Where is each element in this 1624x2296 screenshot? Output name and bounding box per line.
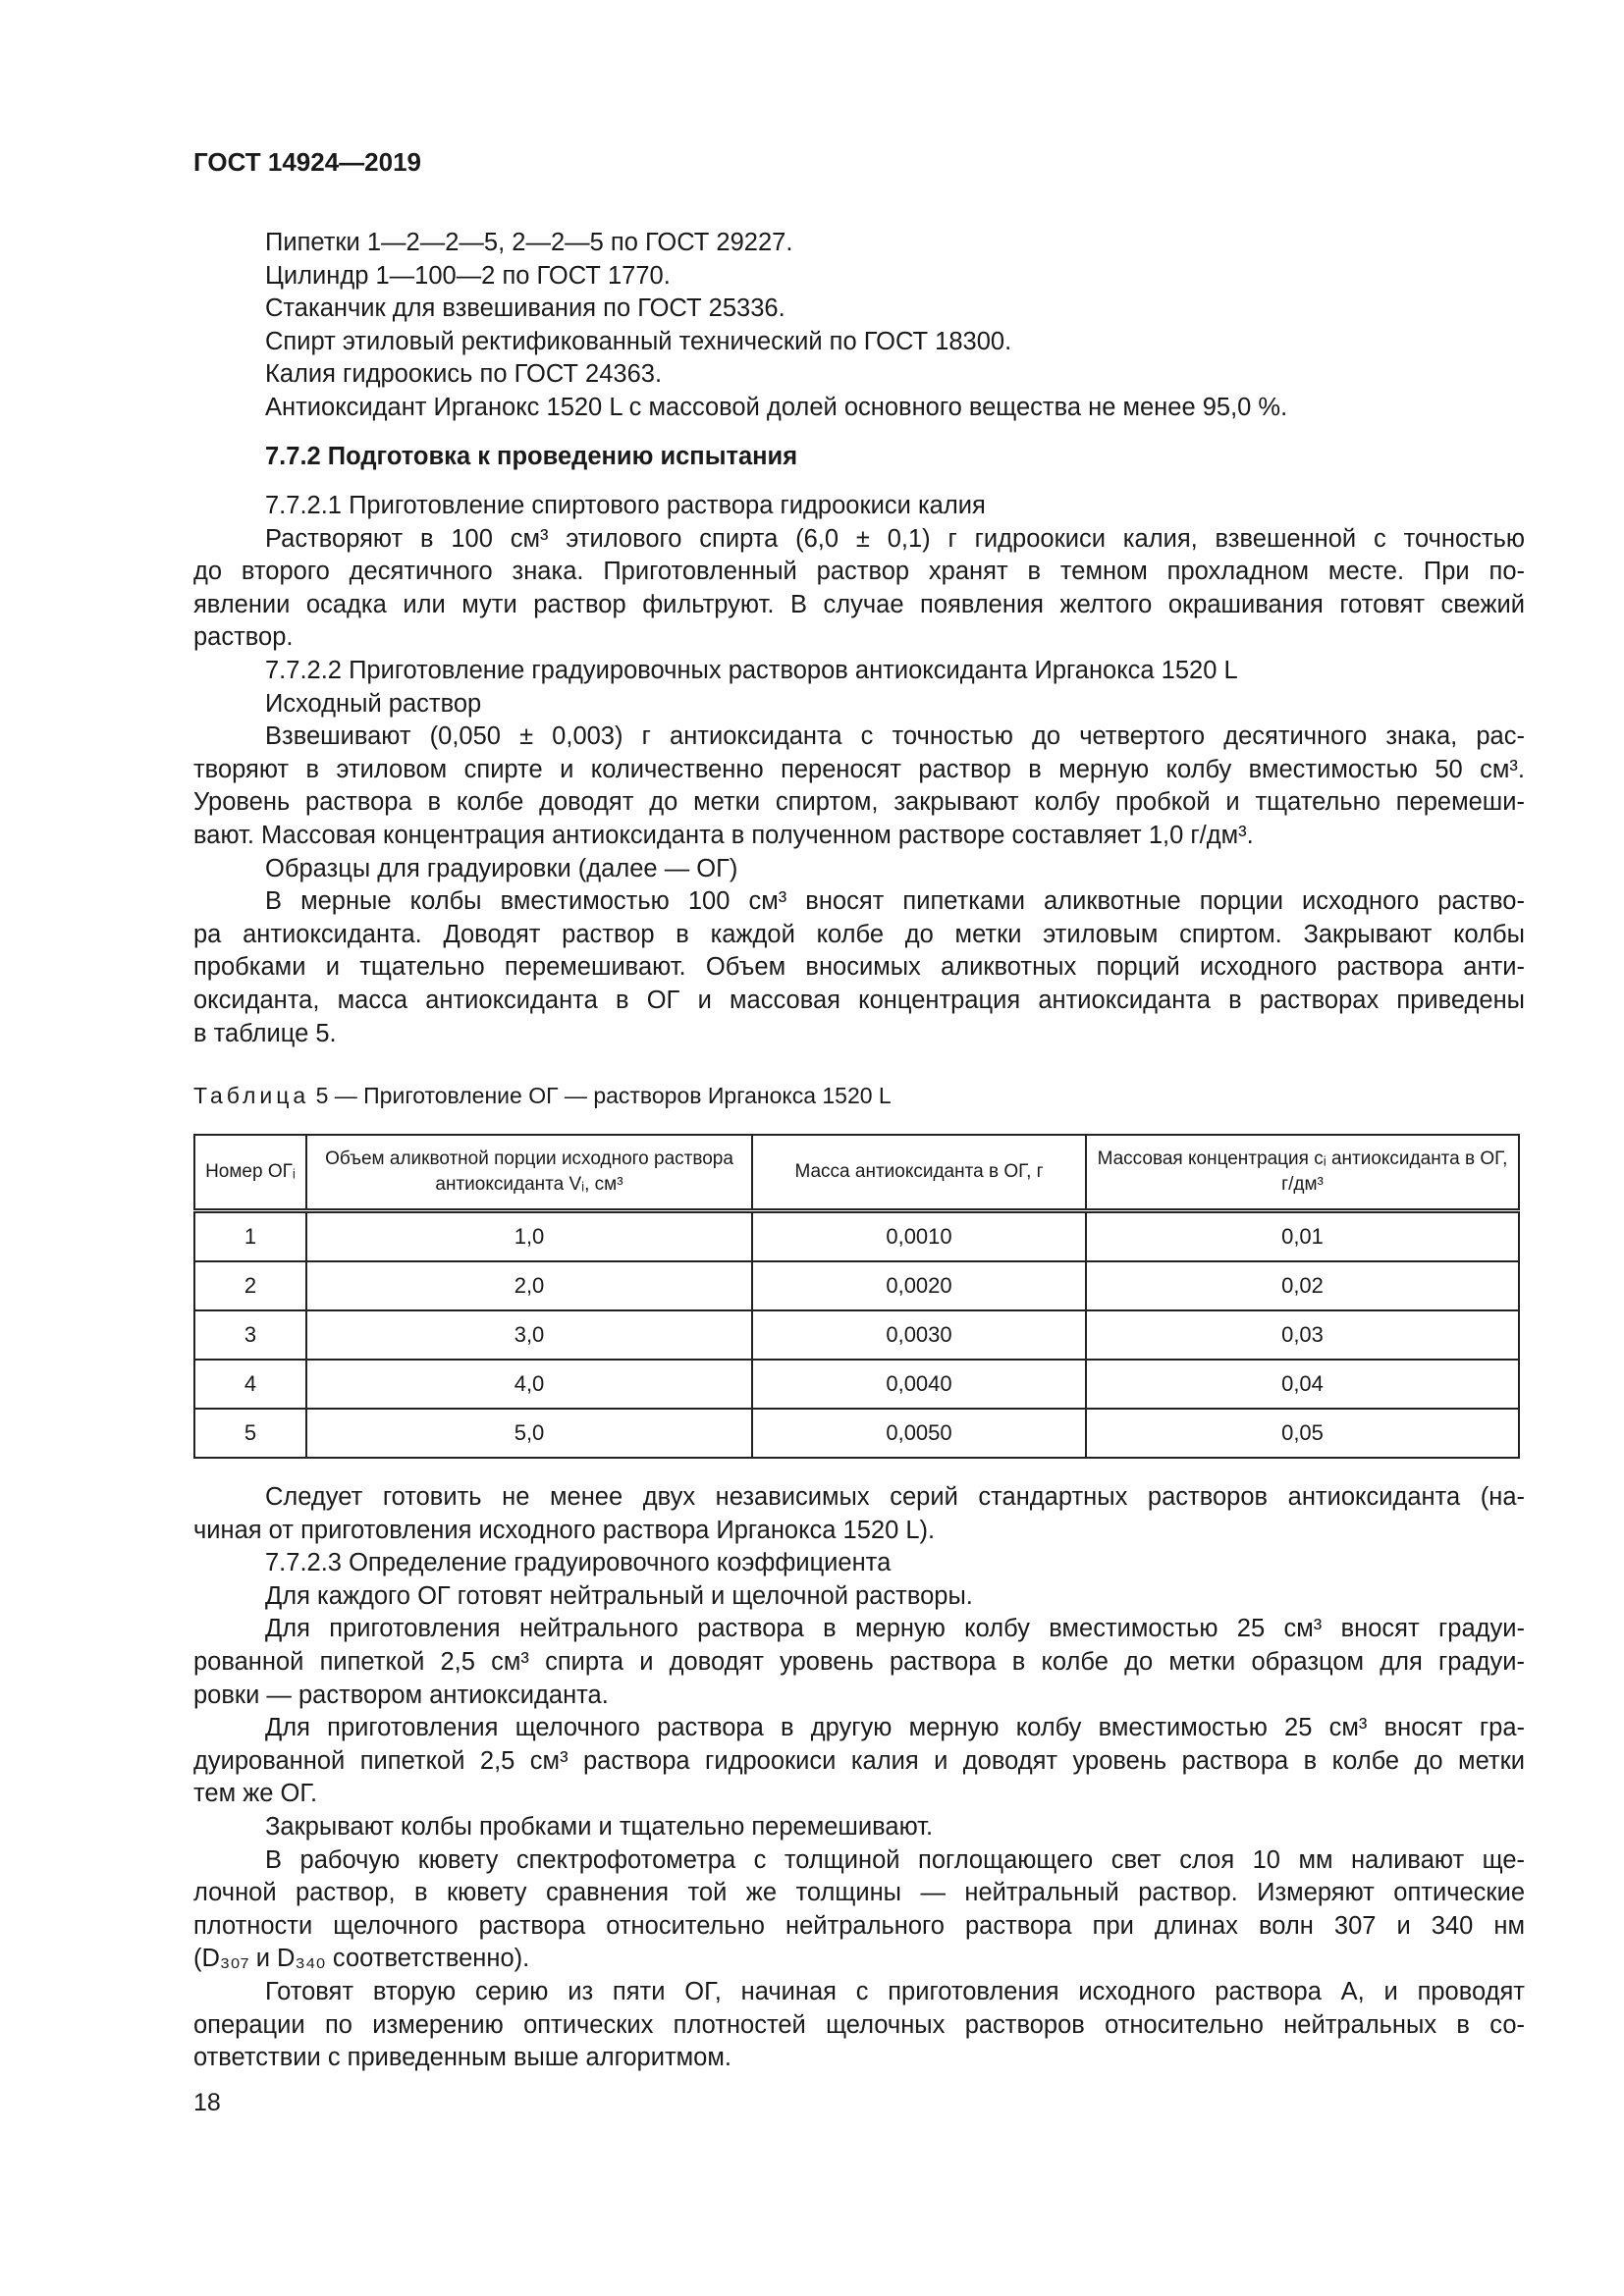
text-before-table [193, 490, 1525, 1050]
paragraph-line: Закрывают колбы пробками и тщательно перемешивают. [265, 1812, 934, 1841]
paragraph-line: Для приготовления нейтрального раствора в мерную колбу вместимостью 25 см³ вносят градуи- [265, 1615, 1525, 1643]
paragraph-line: творяют в этиловом спирте и количественно переносят раствор в мерную колбу вместимостью 50 см³. [193, 755, 1525, 783]
paragraph [193, 1580, 1525, 1614]
paragraph [193, 1976, 1525, 2075]
paragraph-line: 7.7.2.2 Приготовление градуировочных растворов антиоксиданта Ирганокса 1520 L [265, 656, 1238, 684]
table-cell: 1,0 [306, 1211, 752, 1262]
paragraph-line: плотности щелочного раствора относительно нейтрального раствора при длинах волн 307 и 340 нм [193, 1911, 1525, 1940]
list-item: Цилиндр 1—100—2 по ГОСТ 1770. [265, 261, 671, 290]
paragraph-line: Для приготовления щелочного раствора в другую мерную колбу вместимостью 25 см³ вносят гра- [265, 1714, 1525, 1742]
table-header-row [194, 1135, 1519, 1211]
table-row [194, 1360, 1519, 1409]
table-cell: 2 [194, 1261, 306, 1310]
paragraph [193, 688, 1525, 721]
section-heading: 7.7.2 Подготовка к проведению испытания [265, 443, 798, 470]
paragraph [193, 523, 1525, 655]
paragraph-line: чиная от приготовления исходного раствора Ирганокса 1520 L). [193, 1516, 936, 1544]
paragraph [193, 853, 1525, 886]
paragraph [193, 1613, 1525, 1712]
page-number: 18 [193, 2089, 221, 2116]
paragraph-line: пробками и тщательно перемешивают. Объем вносимых аликвотных порций исходного раствора анти- [193, 953, 1525, 982]
table-cell: 4 [194, 1360, 306, 1409]
list-item: Стаканчик для взвешивания по ГОСТ 25336. [265, 294, 785, 323]
table-cell: 0,04 [1086, 1360, 1519, 1409]
table-cell: 5 [194, 1409, 306, 1458]
table-row [194, 1409, 1519, 1458]
table-cell: 0,0040 [752, 1360, 1086, 1409]
list-item: Спирт этиловый ректификованный технический по ГОСТ 18300. [265, 327, 1012, 355]
paragraph-line: тем же ОГ. [193, 1780, 318, 1808]
table-caption-word: Таблица [193, 1083, 310, 1108]
paragraph [193, 655, 1525, 688]
section-heading-block [193, 441, 1525, 474]
table-cell: 5,0 [306, 1409, 752, 1458]
table-cell: 0,02 [1086, 1261, 1519, 1310]
col-header-number: Номер ОГᵢ [194, 1135, 306, 1211]
col-header-concentration: Массовая концентрация cᵢ антиоксиданта в ОГ, г/дм³ [1086, 1135, 1519, 1211]
table-cell: 0,05 [1086, 1409, 1519, 1458]
paragraph-line: 7.7.2.3 Определение градуировочного коэффициента [265, 1549, 892, 1577]
list-item: Антиоксидант Ирганокс 1520 L с массовой долей основного вещества не менее 95,0 %. [265, 393, 1288, 421]
paragraph-line: Готовят вторую серию из пяти ОГ, начиная с приготовления исходного раствора А, и проводят [265, 1977, 1525, 2005]
paragraph [193, 1844, 1525, 1976]
table-cell: 0,01 [1086, 1211, 1519, 1262]
paragraph-line: явлении осадка или мути раствор фильтруют. В случае появления желтого окрашивания готовят свежий [193, 590, 1525, 618]
paragraph-line: ответствии с приведенным выше алгоритмом. [193, 2044, 731, 2072]
table-cell: 0,03 [1086, 1310, 1519, 1360]
paragraph-line: Взвешивают (0,050 ± 0,003) г антиоксиданта с точностью до четвертого десятичного знака, рас- [265, 722, 1525, 751]
materials-list [193, 227, 1525, 425]
table-cell: 4,0 [306, 1360, 752, 1409]
paragraph-line: Для каждого ОГ готовят нейтральный и щелочной растворы. [265, 1581, 973, 1610]
paragraph-line: операции по измерению оптических плотностей щелочных растворов относительно нейтральных в со- [193, 2010, 1525, 2039]
col-header-volume: Объем аликвотной порции исходного раствора антиоксиданта Vᵢ, см³ [306, 1135, 752, 1211]
paragraph [193, 885, 1525, 1050]
table-row [194, 1310, 1519, 1360]
paragraph-line: в таблице 5. [193, 1019, 337, 1047]
table-5 [193, 1134, 1520, 1459]
table-cell: 3 [194, 1310, 306, 1360]
table-row [194, 1211, 1519, 1262]
table-cell: 0,0050 [752, 1409, 1086, 1458]
paragraph-line: рованной пипеткой 2,5 см³ спирта и доводят уровень раствора в колбе до метки образцом для градуи- [193, 1647, 1525, 1676]
table-row [194, 1261, 1519, 1310]
document-id-header: ГОСТ 14924—2019 [193, 147, 421, 177]
table-cell: 2,0 [306, 1261, 752, 1310]
table-cell: 0,0020 [752, 1261, 1086, 1310]
paragraph-line: (D₃₀₇ и D₃₄₀ соответственно). [193, 1945, 530, 1973]
paragraph [193, 1481, 1525, 1547]
col-header-mass: Масса антиоксиданта в ОГ, г [752, 1135, 1086, 1211]
paragraph-line: Образцы для градуировки (далее — ОГ) [265, 854, 738, 882]
list-item: Калия гидроокись по ГОСТ 24363. [265, 360, 663, 389]
paragraph-line: Следует готовить не менее двух независимых серий стандартных растворов антиоксиданта (на- [265, 1483, 1525, 1511]
paragraph-line: оксиданта, масса антиоксиданта в ОГ и массовая концентрация антиоксиданта в растворах приведены [193, 986, 1525, 1014]
paragraph-line: ра антиоксиданта. Доводят раствор в каждой колбе до метки этиловым спиртом. Закрывают колбы [193, 920, 1525, 948]
paragraph [193, 490, 1525, 523]
paragraph-line: В мерные колбы вместимостью 100 см³ вносят пипетками аликвотные порции исходного раство- [265, 887, 1525, 916]
paragraph-line: вают. Массовая концентрация антиоксиданта в полученном растворе составляет 1,0 г/дм³. [193, 821, 1254, 849]
paragraph-line: В рабочую кювету спектрофотометра с толщиной поглощающего свет слоя 10 мм наливают ще- [265, 1845, 1525, 1874]
paragraph [193, 1547, 1525, 1580]
paragraph-line: до второго десятичного знака. Приготовленный раствор хранят в темном прохладном месте. При по- [193, 558, 1525, 586]
text-after-table [193, 1481, 1525, 2075]
paragraph-line: Растворяют в 100 см³ этилового спирта (6,0 ± 0,1) г гидроокиси калия, взвешенной с точностью [265, 524, 1525, 553]
paragraph-line: Исходный раствор [265, 689, 482, 718]
table-cell: 3,0 [306, 1310, 752, 1360]
paragraph [193, 1811, 1525, 1844]
paragraph [193, 1712, 1525, 1811]
table-cell: 0,0030 [752, 1310, 1086, 1360]
table-cell: 0,0010 [752, 1211, 1086, 1262]
list-item: Пипетки 1—2—2—5, 2—2—5 по ГОСТ 29227. [265, 229, 793, 256]
paragraph-line: Уровень раствора в колбе доводят до метки спиртом, закрывают колбу пробкой и тщательно перемеши- [193, 788, 1525, 817]
paragraph-line: лочной раствор, в кювету сравнения той же толщины — нейтральный раствор. Измеряют оптические [193, 1879, 1525, 1907]
paragraph-line: 7.7.2.1 Приготовление спиртового раствора гидроокиси калия [265, 492, 986, 519]
paragraph-line: дуированной пипеткой 2,5 см³ раствора гидроокиси калия и доводят уровень раствора в колбе до метки [193, 1746, 1525, 1775]
paragraph-line: ровки — раствором антиоксиданта. [193, 1681, 609, 1709]
paragraph [193, 721, 1525, 852]
table-cell: 1 [194, 1211, 306, 1262]
table-caption [193, 1083, 892, 1109]
table-caption-title: 5 — Приготовление ОГ — растворов Ирганокса 1520 L [315, 1083, 892, 1108]
paragraph-line: раствор. [193, 623, 294, 652]
